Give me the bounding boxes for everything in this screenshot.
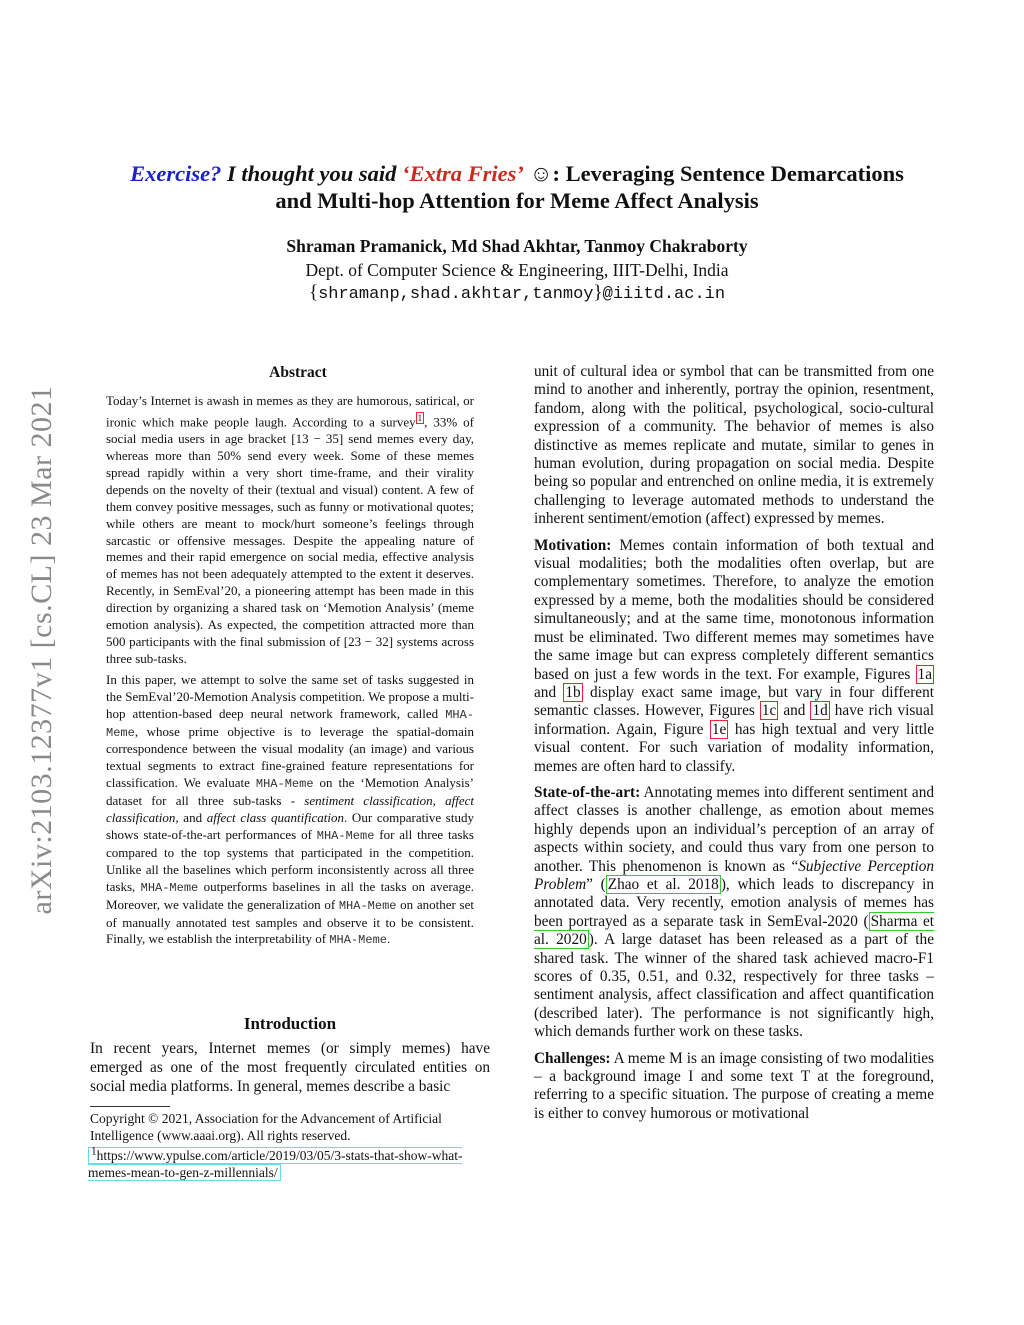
figure-1e-link[interactable]: 1e <box>711 720 727 738</box>
citation-sharma-link[interactable]: Sharma et al. 2020 <box>534 912 935 949</box>
footnote-ref-link[interactable]: 1 <box>417 412 423 423</box>
abstract-body <box>106 393 474 953</box>
abstract-paragraph-2: In this paper, we attempt to solve the same set of tasks suggested in the SemEval’20-Memotion Analysis competition. We propose a multi-hop attention-based deep neural network framework, called MHA-Meme, whose prime objective is to leverage the spatial-domain correspondence between the visual modality (an image) and various textual segments to extract fine-grained feature representations for classification. We evaluate MHA-Meme on the ‘Memotion Analysis’ dataset for all three sub-tasks - sentiment classification, affect classification, and affect class quantification. Our comparative study shows state-of-the-art performances of MHA-Meme for all three tasks compared to the top systems that participated in the competition. Unlike all the baselines which perform inconsistently across all three tasks, MHA-Meme outperforms baselines in all the tasks on average. Moreover, we validate the generalization of MHA-Meme on another set of manually annotated test samples and observe it to be consistent. Finally, we establish the interpretability of MHA-Meme. <box>106 671 475 948</box>
motivation-paragraph: Motivation: Memes contain information of both textual and visual modalities; both the modalities often overlap, but are complementary sometimes. Therefore, to analyze the emotion expressed by a meme, both the modalities should be considered simultaneously; and at the same time, monotonous information must be eliminated. Two different memes may sometimes have the same image but can express completely different semantics based on just a few words in the text. For example, Figures 1a and 1b display exact same image, but vary in four different semantic classes. However, Figures 1c and 1d have rich visual information. Again, Figure 1e has high textual and very little visual content. For such variation of modality information, memes are often hard to classify. <box>534 536 934 775</box>
abstract-heading: Abstract <box>269 364 327 381</box>
smiley-icon: ☺ <box>523 161 553 186</box>
email: {shramanp,shad.akhtar,tanmoy}@iiitd.ac.in <box>308 282 726 304</box>
title-thought: I thought you said <box>221 161 403 186</box>
figure-1c-link[interactable]: 1c <box>761 702 777 720</box>
intro-heading: Introduction <box>243 1014 337 1033</box>
footnote-rule <box>90 1106 170 1107</box>
right-column <box>534 363 934 1131</box>
intro-text: In recent years, Internet memes (or simply memes) have emerged as one of the most frequently circulated entities on social media platforms. In general, memes describe a basic <box>90 1040 490 1095</box>
authors: Shraman Pramanick, Md Shad Akhtar, Tanmoy Chakraborty <box>286 236 748 256</box>
footnote-url-link[interactable]: $^1$https://www.ypulse.com/article/2019/03/05/3-stats-that-show-what-memes-mean-to-gen-z-millennials/ <box>88 1145 463 1180</box>
affiliation: Dept. of Computer Science & Engineering, IIIT-Delhi, India <box>305 260 729 280</box>
title-extra-fries: ‘Extra Fries’ <box>402 161 524 186</box>
paper-title <box>100 160 934 214</box>
citation-zhao-link[interactable]: Zhao et al. 2018 <box>607 875 719 893</box>
figure-1a-link[interactable]: 1a <box>917 665 932 683</box>
right-paragraph-0: unit of cultural idea or symbol that can be transmitted from one mind to another and inherently, portray the opinion, resentment, fandom, along with the political, psychological, socio-cultural expression of a community. The behavior of memes is also distinctive as memes replicate and mutate, similar to genes in human evolution, during propagation on social media. Despite being so popular and entrenched on online media, it is extremely challenging to leverage automated methods to understand the inherent sentiment/emotion (affect) expressed by memes. <box>534 363 934 528</box>
abstract-paragraph-1: Today’s Internet is awash in memes as they are humorous, satirical, or ironic which make people laugh. According to a survey $^1$ , 33% of social media users in age bracket [13 − 35] send memes every day, whereas more than 50% send every week. Some of these memes spread rapidly within a very short time-frame, and their virality depends on the novelty of their (textual and visual) content. A few of them convey positive messages, such as funny or motivational quotes; while others are meant to mock/hurt someone’s feelings through sarcastic or offensive messages. Despite the appealing nature of memes and their rapid emergence on social media, effective analysis of memes has not been adequately attempted to the extent it deserves. Recently, in SemEval’20, a pioneering attempt has been made in this direction by organizing a shared task on ‘Memotion Analysis’ (meme emotion analysis). As expected, the competition attracted more than 500 participants with the final submission of [23 − 32] systems across three sub-tasks. <box>106 393 474 666</box>
figure-1d-link[interactable]: 1d <box>812 702 828 720</box>
copyright-note: Copyright © 2021, Association for the Advancement of Artificial Intelligence (www.aaai.org). All rights reserved. <box>90 1111 442 1143</box>
title-rest: : Leveraging Sentence Demarcations <box>552 161 904 186</box>
challenges-paragraph: Challenges: A meme M is an image consisting of two modalities – a background image I and some text T at the foreground, referring to a specific situation. The purpose of creating a meme is either to convey humorous or motivational <box>534 1049 934 1122</box>
title-line2: and Multi-hop Attention for Meme Affect Analysis <box>275 188 759 213</box>
footnote-1 <box>88 1143 488 1181</box>
arxiv-stamp: arXiv:2103.12377v1 [cs.CL] 23 Mar 2021 <box>25 385 58 915</box>
sota-paragraph: State-of-the-art: Annotating memes into different sentiment and affect classes is another challenge, as emotion about memes highly depends upon an individual’s perception of an array of aspects within society, and could thus vary from one person to another. This phenomenon is known as “Subjective Perception Problem” ( Zhao et al. 2018 ), which leads to discrepancy in annotated data. Very recently, emotion analysis of memes has been portrayed as a separate task in SemEval-2020 ( Sharma et al. 2020 ). A large dataset has been released as a part of the shared task. The winner of the shared task achieved macro-F1 scores of 0.35, 0.51, and 0.32, respectively for three tasks – sentiment analysis, affect classification and affect quantification (described later). The performance is not significantly high, which demands further work on these tasks. <box>534 783 935 1041</box>
figure-1b-link[interactable]: 1b <box>565 683 581 701</box>
title-exercise: Exercise? <box>130 161 222 186</box>
